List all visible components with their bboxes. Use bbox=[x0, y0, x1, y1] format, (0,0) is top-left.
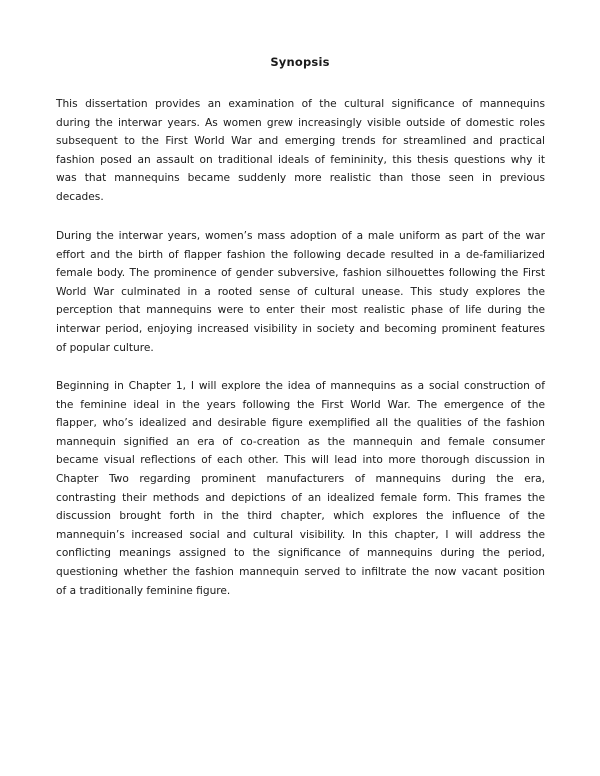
text-line: effort and the birth of flapper fashion the following decade resulted in a de-familiarized bbox=[56, 248, 545, 261]
text-line: of a traditionally feminine figure. bbox=[56, 584, 231, 597]
text-line: questioning whether the fashion mannequin served to infiltrate the now vacant position bbox=[56, 565, 545, 578]
text-line: female body. The prominence of gender subversive, fashion silhouettes following the First bbox=[56, 267, 545, 280]
text-line: During the interwar years, women’s mass adoption of a male uniform as part of the war bbox=[56, 230, 545, 242]
text-line: decades. bbox=[56, 190, 104, 203]
text-line: perception that mannequins were to enter their most realistic phase of life during the bbox=[56, 304, 545, 317]
text-line: discussion brought forth in the third chapter, which explores the influence of the bbox=[56, 510, 545, 523]
text-line: fashion posed an assault on traditional ideals of femininity, this thesis questions why it bbox=[56, 153, 545, 166]
paragraph-2 bbox=[56, 227, 545, 357]
text-line: conflicting meanings assigned to the significance of mannequins during the period, bbox=[56, 547, 545, 560]
text-line: during the interwar years. As women grew increasingly visible outside of domestic roles bbox=[56, 116, 545, 129]
text-line: Beginning in Chapter 1, I will explore the idea of mannequins as a social construction of bbox=[56, 380, 545, 392]
text-line: of popular culture. bbox=[56, 341, 154, 354]
text-line: the feminine ideal in the years following the First World War. The emergence of the bbox=[56, 398, 545, 411]
text-line: became visual reflections of each other. This will lead into more thorough discussion in bbox=[56, 454, 545, 467]
text-line: World War culminated in a rooted sense of cultural unease. This study explores the bbox=[56, 285, 545, 298]
paragraph-3 bbox=[56, 377, 545, 600]
text-line: contrasting their methods and depictions of an idealized female form. This frames the bbox=[56, 491, 545, 504]
text-line: was that mannequins became suddenly more realistic than those seen in previous bbox=[56, 172, 545, 185]
text-line: mannequin’s increased social and cultural visibility. In this chapter, I will address the bbox=[56, 528, 545, 541]
text-line: This dissertation provides an examination of the cultural significance of mannequins bbox=[56, 98, 545, 110]
text-line: subsequent to the First World War and emerging trends for streamlined and practical bbox=[56, 135, 545, 148]
text-line: flapper, who’s idealized and desirable figure exemplified all the qualities of the fashion bbox=[56, 417, 545, 430]
text-line: mannequin signified an era of co-creation as the mannequin and female consumer bbox=[56, 435, 545, 448]
page-title: Synopsis bbox=[270, 55, 330, 69]
text-line: interwar period, enjoying increased visibility in society and becoming prominent features bbox=[56, 322, 545, 335]
text-line: Chapter Two regarding prominent manufacturers of mannequins during the era, bbox=[56, 472, 545, 485]
paragraph-1 bbox=[56, 95, 545, 207]
